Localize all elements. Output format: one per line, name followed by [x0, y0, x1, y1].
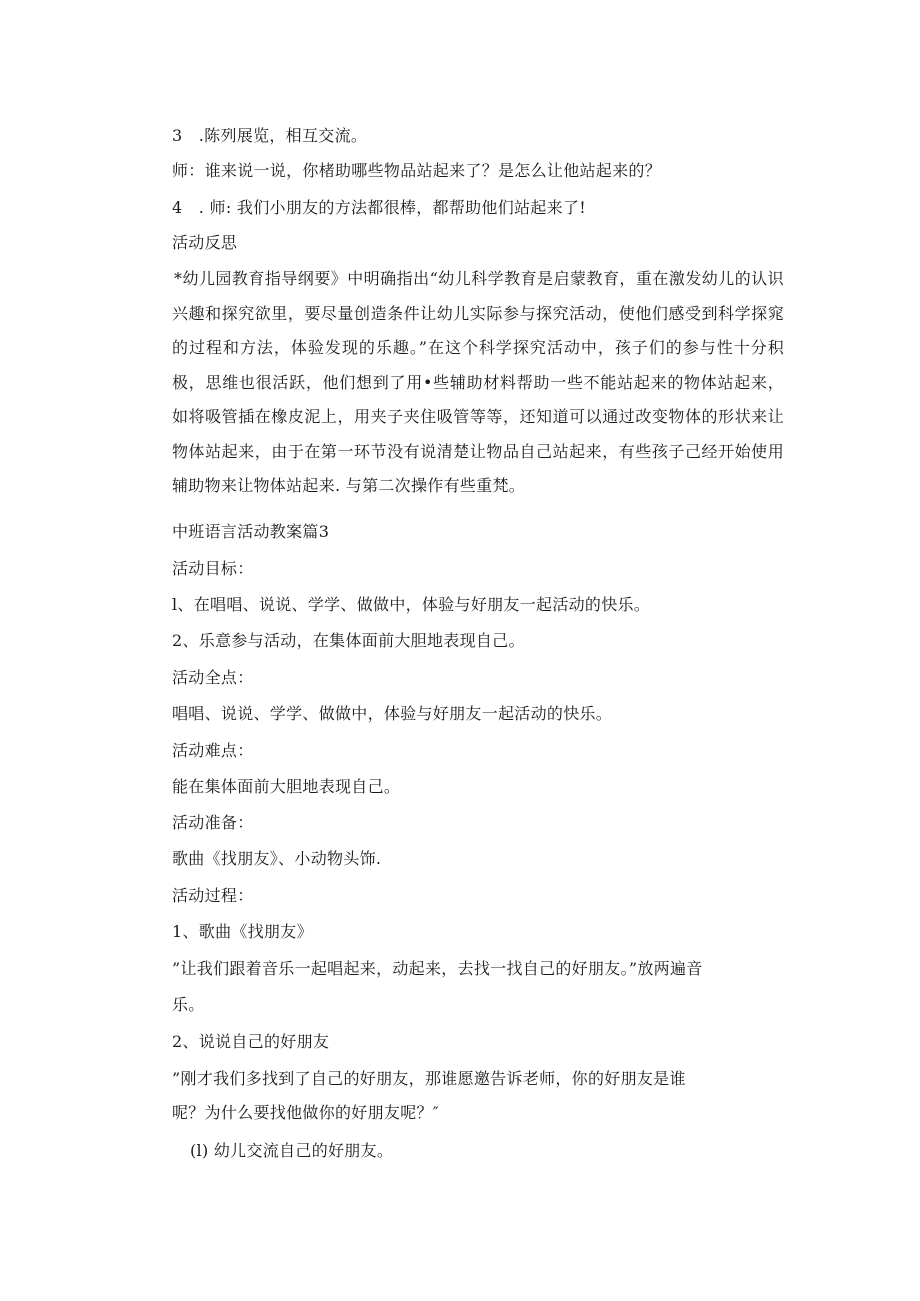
process-step-1-text-b: 乐。: [172, 995, 205, 1014]
process-step-2-text-a: ”刚才我们多找到了自己的好朋友，那谁愿邀告诉老师，你的好朋友是谁: [172, 1069, 686, 1088]
heading-process: 活动过程：: [172, 886, 254, 905]
difficulty-text: 能在集体面前大胆地表现自己。: [172, 777, 401, 796]
step-4-teacher-praise: 4 . 师: 我们小朋友的方法都很棒，都帮助他们站起来了!: [172, 198, 586, 217]
heading-difficulty: 活动难点：: [172, 741, 254, 760]
step-3-exhibit: 3 .陈列展览，相互交流。: [172, 126, 368, 145]
goal-2: 2、乐意参与活动，在集体面前大胆地表现自己。: [172, 631, 525, 650]
process-substep-1: (l) 幼儿交流自己的好朋友。: [190, 1141, 394, 1160]
teacher-question: 师：谁来说一说，你楮助哪些物品站起来了？是怎么让他站起来的？: [172, 161, 662, 180]
heading-activity-reflection: 活动反思: [172, 233, 238, 252]
heading-lesson-plan-3: 中班语言活动教案篇3: [172, 522, 330, 541]
reflection-paragraph: *幼儿园教育指导纲要》中明确指出“幼儿科学教育是启蒙教育，重在激发幼儿的认识兴趣和探究欲里，要尽量创造条件让幼儿实际参与探究活动，使他们感受到科学探窕的过程和方法，体验发现的乐趣。”在这个科学探究活动中，孩子们的参与性十分积极，思维也很活跃，他们想到了用•些辅助材料帮助一些不能站起来的物体站起来，如将吸管插在橡皮泥上，用夹子夹住吸管等等，还知道可以通过改变物体的形状来让物体站起来，由于在第一环节没有说清楚让物品自己站起来，有些孩子己经开始使用辅助物来让物体站起来. 与第二次操作有些重梵。: [172, 269, 784, 495]
process-step-2-text-b: 呢？为什么要找他做你的好朋友呢？″: [172, 1103, 440, 1122]
process-step-1-text-a: ”让我们跟着音乐一起唱起来，动起来，去找一找自己的好朋友。”放两遍音: [172, 959, 703, 978]
heading-preparation: 活动准备：: [172, 813, 254, 832]
goal-1: l、在唱唱、说说、学学、做做中，体验与好朋友一起活动的快乐。: [172, 595, 651, 614]
process-step-2: 2、说说自己的好朋友: [172, 1032, 330, 1051]
process-step-1: 1、歌曲《找朋友》: [172, 922, 313, 941]
preparation-text: 歌曲《找朋友》、小动物头饰.: [172, 849, 382, 868]
heading-key-points: 活动全点：: [172, 668, 254, 687]
key-point-text: 唱唱、说说、学学、做做中，体验与好朋友一起活动的快乐。: [172, 704, 613, 723]
heading-activity-goals: 活动目标：: [172, 559, 254, 578]
